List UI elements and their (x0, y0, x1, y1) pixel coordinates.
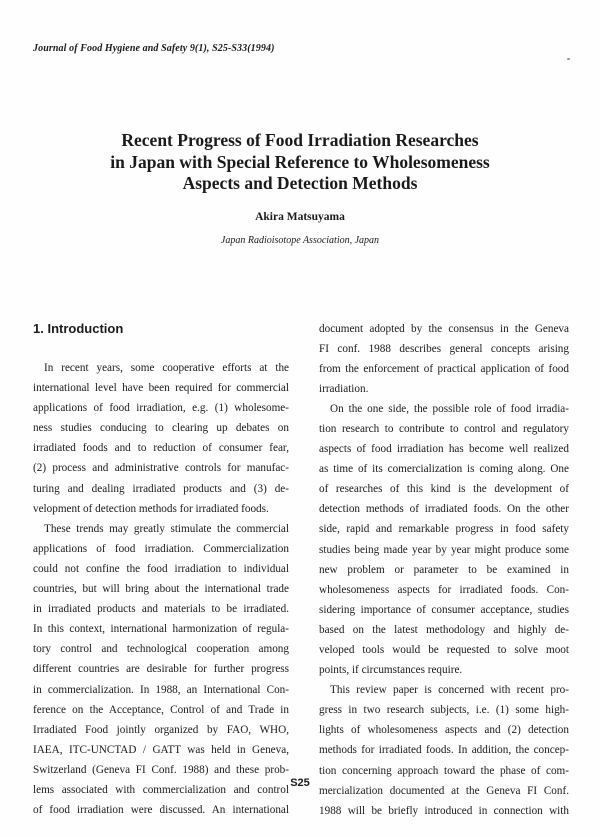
author-affiliation: Japan Radioisotope Association, Japan (220, 235, 380, 246)
page-number: S25 (290, 777, 310, 789)
body-text-line: side, rapid and remarkable progress in food safety (319, 523, 569, 536)
body-text-line: Switzerland (Geneva FI Conf. 1988) and these prob- (33, 763, 289, 776)
body-text-line: applications of food irradiation. Commercialization (33, 542, 289, 555)
body-text-line: in irradiated products and materials to be irradiated. (33, 603, 289, 616)
body-text-line: methods for irradiated foods. In addition, the concep- (319, 744, 569, 757)
body-text-line: in commercialization. In 1988, an International Con- (33, 683, 289, 696)
title-line: Aspects and Detection Methods (182, 173, 418, 193)
journal-header: Journal of Food Hygiene and Safety 9(1), S25-S33(1994) (33, 43, 275, 54)
body-text-line: velopment of detection methods for irradiated foods. (33, 502, 269, 515)
body-text-line: 1988 will be briefly introduced in connection with (319, 804, 569, 817)
body-text-line: Irradiated Food jointly organized by FAO, WHO, (33, 723, 289, 736)
body-text-line: from the enforcement of practical application of food (319, 362, 569, 375)
left-column (33, 358, 289, 820)
title-line: Recent Progress of Food Irradiation Researches (121, 130, 479, 150)
body-text-line: lems associated with commercialization and control (33, 783, 289, 796)
body-text-line: IAEA, ITC-UNCTAD / GATT was held in Geneva, (33, 743, 289, 756)
body-text-line: wholesomeness aspects for irradiated foods. Con- (319, 583, 569, 596)
body-text-line: irradiation. (319, 382, 369, 395)
body-text-line: ference on the Acceptance, Control of and Trade in (33, 703, 289, 716)
body-text-line: tion research to contribute to control and regulatory (319, 422, 569, 435)
body-text-line: In this context, international harmonization of regula- (33, 623, 289, 636)
title-line: in Japan with Special Reference to Wholesomeness (110, 151, 490, 172)
body-text-line: as time of its comercialization is coming along. One (319, 463, 569, 476)
body-text-line: These trends may greatly stimulate the commercial (44, 522, 289, 535)
body-text-line: This review paper is concerned with recent pro- (330, 684, 569, 697)
body-text-line: FI conf. 1988 describes general concepts arising (319, 342, 569, 355)
body-text-line: lights of wholesomeness aspects and (2) detection (319, 724, 569, 737)
body-text-line: document adopted by the consensus in the Geneva (319, 322, 569, 335)
body-text-line: sidering importance of consumer acceptance, studies (319, 603, 569, 616)
section-heading: 1. Introduction (33, 321, 124, 336)
body-text-line: based on the latest methodology and highly de- (319, 623, 569, 636)
paper-title (0, 130, 600, 195)
body-text-line: studies being made year by year might produce some (319, 543, 569, 556)
body-text-line: different countries are desirable for further progress (33, 663, 289, 676)
body-text-line: points, if circumstances require. (319, 664, 463, 677)
body-text-line: of researches of this kind is the development of (319, 483, 569, 496)
body-text-line: tory control and technological cooperation among (33, 643, 289, 656)
body-text-line: irradiated foods and to reduction of consumer fear, (33, 442, 289, 455)
body-text-line: ness studies conducing to clearing up debates on (33, 422, 289, 435)
body-text-line: veloped tools would be requested to solve moot (319, 644, 569, 656)
body-text-line: (2) process and administrative controls for manufac- (33, 462, 289, 475)
right-column (319, 319, 569, 821)
body-text-line: new problem or parameter to be examined in (319, 563, 569, 576)
scan-speck (567, 58, 570, 60)
body-text-line: of food irradiation were discussed. An international (33, 804, 289, 817)
body-text-line: turing and dealing irradiated products and (3) de- (33, 482, 289, 495)
body-text-line: international level have been required for commercial (33, 382, 289, 395)
body-text-line: In recent years, some cooperative efforts at the (44, 362, 289, 374)
body-text-line: detection methods of irradiated foods. On the other (319, 503, 569, 516)
author-name: Akira Matsuyama (255, 211, 345, 223)
body-text-line: countries, but will bring about the international trade (33, 583, 289, 596)
body-text-line: gress in two research subjects, i.e. (1) some high- (319, 704, 569, 717)
body-text-line: tion concerning approach toward the phase of com- (319, 764, 569, 777)
body-text-line: applications of food irradiation, e.g. (1) wholesome- (33, 402, 289, 415)
body-text-line: could not confine the food irradiation to individual (33, 562, 289, 575)
body-text-line: aspects of food irradiation has become well realized (319, 443, 569, 456)
body-text-line: On the one side, the possible role of food irradia- (330, 402, 569, 415)
body-text-line: mercialization documented at the Geneva FI Conf. (319, 784, 569, 797)
